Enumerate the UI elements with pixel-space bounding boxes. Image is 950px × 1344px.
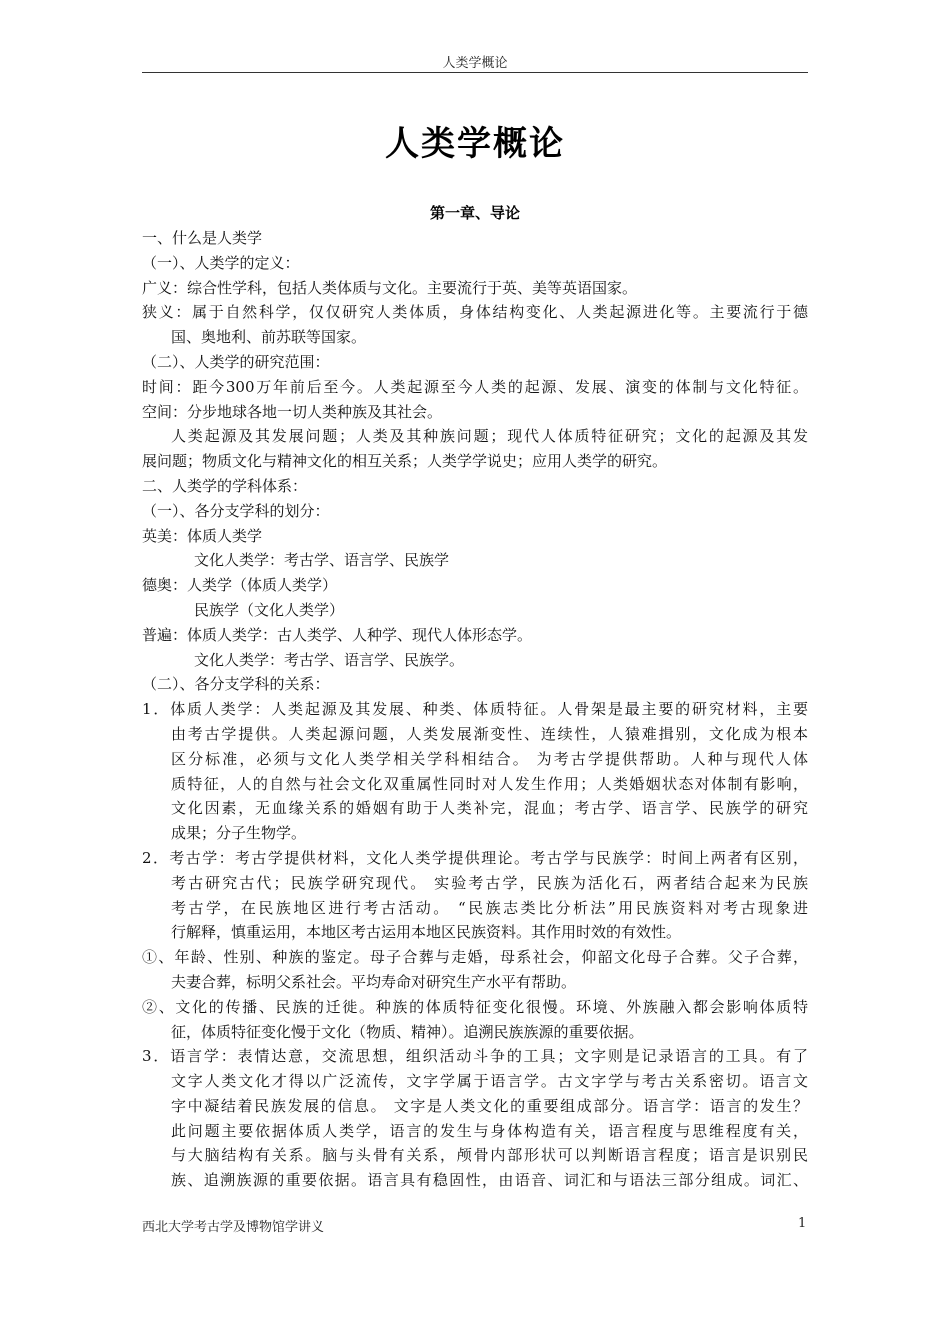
body-line: 夫妻合葬，标明父系社会。平均寿命对研究生产水平有帮助。 [171, 972, 577, 991]
body-line: 国、奥地利、前苏联等国家。 [171, 328, 367, 347]
section-heading: 一、什么是人类学 [142, 229, 263, 247]
body-line: 成果；分子生物学。 [171, 824, 307, 843]
body-line: 区分标准，必须与文化人类学相关学科相结合。 为考古学提供帮助。人种与现代人体 [171, 749, 808, 768]
body-line: 狭义：属于自然科学，仅仅研究人类体质，身体结构变化、人类起源进化等。主要流行于德 [142, 303, 808, 322]
body-line: 空间：分步地球各地一切人类种族及其社会。 [142, 402, 443, 421]
body-line: 广义：综合性学科，包括人类体质与文化。主要流行于英、美等英语国家。 [142, 278, 638, 297]
page-number: 1 [798, 1216, 807, 1231]
section-heading: 二、人类学的学科体系： [142, 476, 308, 495]
document-title: 人类学概论 [385, 124, 565, 164]
body-line: 文字人类文化才得以广泛流传，文字学属于语言学。古文字学与考古关系密切。语言文 [171, 1072, 808, 1091]
body-line: 民族学（文化人类学） [194, 600, 345, 619]
body-line: 文化人类学：考古学、语言学、民族学 [194, 551, 450, 570]
header-rule [142, 72, 808, 73]
body-line: 文化人类学：考古学、语言学、民族学。 [194, 650, 465, 669]
circled-item-line: ②、文化的传播、民族的迁徙。种族的体质特征变化很慢。环境、外族融入都会影响体质特 [142, 997, 808, 1016]
body-line: 此问题主要依据体质人类学，语言的发生与身体构造有关，语言程度与思维程度有关， [171, 1121, 808, 1140]
body-line: 普遍：体质人类学：古人类学、人种学、现代人体形态学。 [142, 625, 533, 644]
subsection-heading: （一）、各分支学科的划分： [142, 501, 330, 520]
running-header: 人类学概论 [442, 56, 508, 71]
body-line: 质特征，人的自然与社会文化双重属性同时对人发生作用；人类婚姻状态对体制有影响， [171, 774, 808, 793]
numbered-item-line: 3．语言学：表情达意，交流思想，组织活动斗争的工具；文字则是记录语言的工具。有了 [142, 1047, 808, 1066]
subsection-heading: （一）、人类学的定义： [142, 253, 300, 272]
chapter-heading: 第一章、导论 [429, 204, 520, 222]
numbered-item-line: 2．考古学：考古学提供材料，文化人类学提供理论。考古学与民族学：时间上两者有区别， [142, 848, 808, 867]
body-line: 英美：体质人类学 [142, 526, 263, 545]
subsection-heading: （二）、人类学的研究范围： [142, 352, 330, 371]
numbered-item-line: 1．体质人类学：人类起源及其发展、种类、体质特征。人骨架是最主要的研究材料，主要 [142, 700, 808, 719]
body-line: 德奥：人类学（体质人类学） [142, 576, 338, 595]
body-line: 展问题；物质文化与精神文化的相互关系；人类学学说史；应用人类学的研究。 [142, 452, 668, 471]
subsection-heading: （二）、各分支学科的关系： [142, 675, 330, 694]
body-line: 由考古学提供。人类起源问题，人类发展渐变性、连续性，人猿难揖别，文化成为根本 [171, 724, 808, 743]
document-body [142, 226, 808, 1193]
body-line: 人类起源及其发展问题；人类及其种族问题；现代人体质特征研究；文化的起源及其发 [171, 427, 808, 446]
circled-item-line: ①、年龄、性别、种族的鉴定。母子合葬与走婚，母系社会，仰韶文化母子合葬。父子合葬， [142, 948, 808, 967]
body-line: 与大脑结构有关系。脑与头骨有关系，颅骨内部形状可以判断语言程度；语言是识别民 [171, 1146, 808, 1165]
body-line: 考古研究古代；民族学研究现代。 实验考古学，民族为活化石，两者结合起来为民族 [171, 873, 808, 892]
body-line: 征，体质特征变化慢于文化（物质、精神）。追溯民族族源的重要依据。 [171, 1022, 644, 1041]
footer-source: 西北大学考古学及博物馆学讲义 [142, 1220, 325, 1235]
body-line: 行解释，慎重运用，本地区考古运用本地区民族资料。其作用时效的有效性。 [171, 923, 682, 942]
body-line: 字中凝结着民族发展的信息。 文字是人类文化的重要组成部分。语言学：语言的发生？ [171, 1096, 808, 1115]
body-line: 族、追溯族源的重要依据。语言具有稳固性，由语音、词汇和与语法三部分组成。词汇、 [171, 1171, 808, 1190]
body-line: 时间：距今300万年前后至今。人类起源至今人类的起源、发展、演变的体制与文化特征。 [142, 377, 808, 396]
body-line: 文化因素，无血缘关系的婚姻有助于人类补完，混血；考古学、语言学、民族学的研究 [171, 799, 808, 818]
body-line: 考古学，在民族地区进行考古活动。 “民族志类比分析法”用民族资料对考古现象进 [171, 898, 808, 917]
